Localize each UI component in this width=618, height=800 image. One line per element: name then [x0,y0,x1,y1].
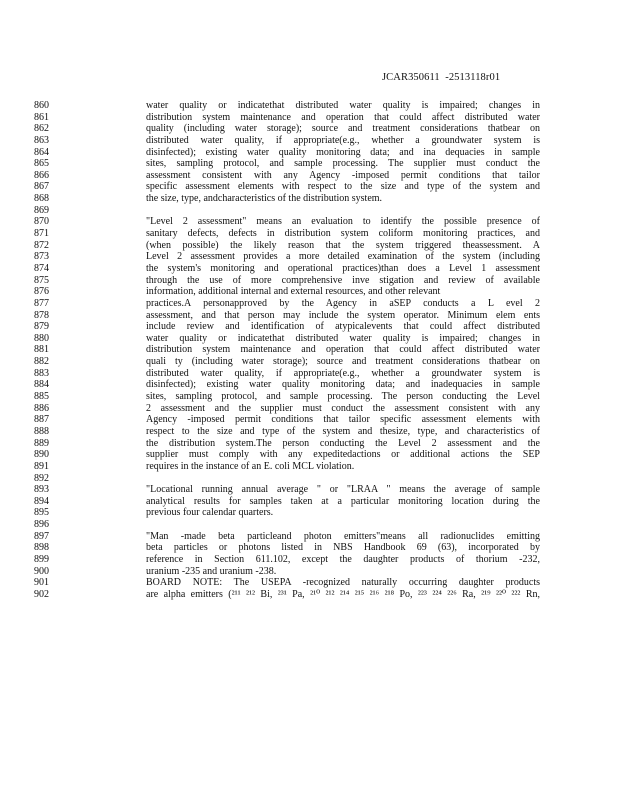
text-line: Agency -imposed permit conditions that tailor specific assessment elements with [146,414,540,426]
text-line: requires in the instance of an E. coli MCL violation. [146,460,355,472]
line-number: 902 [34,588,49,600]
line-number: 860 [34,100,49,111]
line-number: 885 [34,391,49,403]
text-line: "Man -made beta particleand photon emitters"means all radionuclides emitting [146,530,540,542]
text-line: sites, sampling protocol, and sample processing. The person conducting the Level [146,391,540,403]
line-number: 874 [34,262,49,274]
line-number: 895 [34,507,49,519]
text-line: distributed water quality, if appropriate(e.g., whether a groundwater system is [146,367,540,379]
text-line: the system's monitoring and operational practices)than does a Level 1 assessment [146,262,540,274]
line-number: 863 [34,134,49,146]
line-number: 887 [34,414,49,426]
text-line: disinfected); existing water quality monitoring data; and ina dequacies in sample [146,146,540,158]
line-number: 866 [34,169,49,181]
line-number: 873 [34,251,49,263]
text-line: sites, sampling protocol, and sample processing. The supplier must conduct the [146,158,540,170]
text-line: the size, type, andcharacteristics of the distribution system. [146,193,383,205]
text-line: respect to the size and type of the system and thesize, type, and characteristics of [146,425,540,437]
text-line: assessment consistent with any Agency -imposed permit conditions that tailor [146,169,540,181]
line-number: 870 [34,216,49,228]
text-line: disinfected); existing water quality monitoring data; and inadequacies in sample [146,379,540,391]
text-line: quality (including water storage); source and treatment considerations thatbear on [146,123,540,135]
document-body [146,100,540,601]
line-number: 875 [34,274,49,286]
text-line: assessment, and that person may include the system operator. Minimum elem ents [146,309,540,321]
text-line: sanitary defects, defects in distribution system coliform monitoring practices, and [146,228,540,240]
line-number: 862 [34,123,49,135]
line-number: 861 [34,111,49,123]
line-number: 899 [34,553,49,565]
line-number: 878 [34,309,49,321]
line-number: 869 [34,204,49,216]
line-number: 888 [34,425,49,437]
line-number: 880 [34,332,49,344]
text-line: distributed water quality, if appropriate(e.g., whether a groundwater system is [146,134,540,146]
line-number: 897 [34,530,49,542]
blank-line [146,519,540,531]
text-line: are alpha emitters (²¹¹ ²¹² Bi, ²³¹ Pa, ²¹⁰ ²¹² ²¹⁴ ²¹⁵ ²¹⁶ ²¹⁸ Po, ²²³ ²²⁴ ²²⁶ Ra, ²¹⁹ ²²⁰ ²²² Rn, [146,588,540,600]
text-line: distribution system maintenance and operation that could affect distributed water [146,344,540,356]
text-line: Level 2 assessment provides a more detailed examination of the system (including [146,251,540,263]
line-number: 900 [34,565,49,577]
text-line: (when possible) the likely reason that the system triggered theassessment. A [146,239,540,251]
line-number: 884 [34,379,49,391]
line-number: 891 [34,460,49,472]
line-number: 892 [34,472,49,484]
line-number: 879 [34,321,49,333]
text-line: 2 assessment and the supplier must conduct the assessment consistent with any [146,402,540,414]
blank-line [146,205,540,217]
line-number: 872 [34,239,49,251]
text-line: include review and identification of atypicalevents that could affect distributed [146,321,540,333]
line-number: 865 [34,158,49,170]
text-line: practices.A personapproved by the Agency in aSEP conducts a L evel 2 [146,297,540,309]
line-number: 864 [34,146,49,158]
line-number: 877 [34,297,49,309]
blank-line [146,473,540,485]
line-number: 901 [34,577,49,589]
line-number: 871 [34,228,49,240]
document-id-header: JCAR350611 -2513118r01 [382,72,501,83]
text-line: the distribution system.The person conducting the Level 2 assessment and the [146,437,540,449]
line-number: 889 [34,437,49,449]
line-number: 898 [34,542,49,554]
text-line: analytical results for samples taken at a particular monitoring location during the [146,495,540,507]
line-number: 893 [34,484,49,496]
line-number: 882 [34,356,49,368]
text-line: information, additional internal and external resources, and other relevant [146,286,441,298]
line-number: 881 [34,344,49,356]
line-number: 883 [34,367,49,379]
line-number-column [34,100,74,601]
text-line: reference in Section 611.102, except the daughter products of thorium -232, [146,553,540,565]
line-number: 867 [34,181,49,193]
text-line: water quality or indicatethat distributed water quality is impaired; changes in [146,332,540,344]
text-line: previous four calendar quarters. [146,507,274,519]
text-line: "Level 2 assessment" means an evaluation to identify the possible presence of [146,216,540,228]
text-line: water quality or indicatethat distributed water quality is impaired; changes in [146,100,540,111]
line-number: 868 [34,193,49,205]
line-number: 894 [34,495,49,507]
text-line: through the use of more comprehensive inve stigation and review of available [146,274,540,286]
line-number: 876 [34,286,49,298]
line-number: 896 [34,519,49,531]
text-line: "Locational running annual average " or "LRAA " means the average of sample [146,484,540,496]
text-line: beta particles or photons listed in NBS Handbook 69 (63), incorporated by [146,542,540,554]
text-line: specific assessment elements with respect to the size and type of the system and [146,181,540,193]
text-line: quali ty (including water storage); source and treatment considerations thatbear on [146,356,540,368]
text-line: supplier must comply with any expeditedactions or additional actions the SEP [146,449,540,461]
text-line: distribution system maintenance and operation that could affect distributed water [146,111,540,123]
text-line: BOARD NOTE: The USEPA -recognized naturally occurring daughter products [146,577,540,589]
line-number: 890 [34,449,49,461]
text-line: uranium -235 and uranium -238. [146,565,277,577]
line-number: 886 [34,402,49,414]
